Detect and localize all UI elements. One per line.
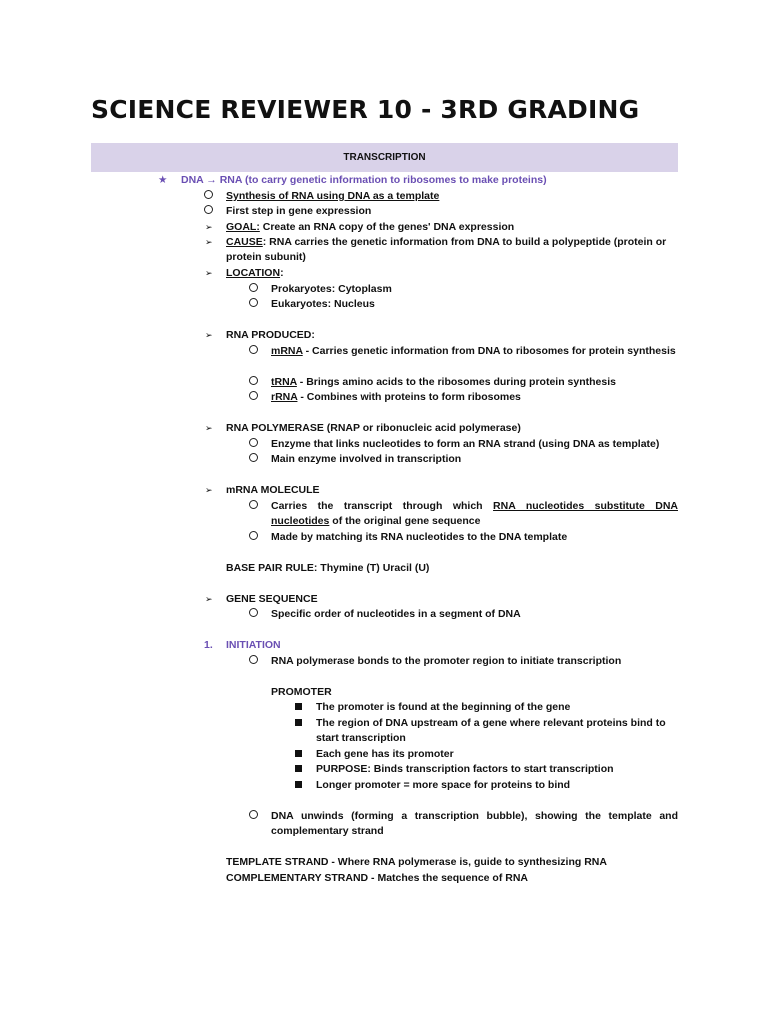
promoter-item: Each gene has its promoter xyxy=(316,748,454,760)
location-item: LOCATION: xyxy=(226,267,284,279)
promoter-item: PURPOSE: Binds transcription factors to start transcription xyxy=(316,763,614,775)
cause-text: : RNA carries the genetic information from DNA to build a polypeptide (protein or protein subunit) xyxy=(226,236,667,264)
main-enzyme-item: Main enzyme involved in transcription xyxy=(271,453,462,465)
rna-pol-bonds-item: RNA polymerase bonds to the promoter region to initiate transcription xyxy=(271,655,622,667)
circle-bullet-icon xyxy=(249,607,258,622)
circle-bullet-icon xyxy=(249,452,258,467)
circle-bullet-icon xyxy=(204,204,213,219)
cause-label: CAUSE xyxy=(226,236,263,248)
banner-label: TRANSCRIPTION xyxy=(343,152,426,163)
trna-item: tRNA - Brings amino acids to the ribosomes during protein synthesis xyxy=(271,376,616,388)
rrna-label: rRNA xyxy=(271,391,298,403)
promoter-item: The promoter is found at the beginning of the gene xyxy=(316,701,571,713)
cause-item xyxy=(226,235,678,266)
rna-polymerase-heading: RNA POLYMERASE (RNAP or ribonucleic acid polymerase) xyxy=(226,422,521,434)
dna-rna-heading: DNA → RNA (to carry genetic information to ribosomes to make proteins) xyxy=(181,174,547,186)
specific-order-item: Specific order of nucleotides in a segment of DNA xyxy=(271,608,521,620)
synthesis-item: Synthesis of RNA using DNA as a template xyxy=(226,190,440,202)
promoter-item: The region of DNA upstream of a gene where relevant proteins bind to start transcription xyxy=(316,717,666,745)
promoter-heading: PROMOTER xyxy=(271,686,332,698)
square-bullet-icon xyxy=(295,700,302,715)
circle-bullet-icon xyxy=(249,437,258,452)
prokaryotes-item: Prokaryotes: Cytoplasm xyxy=(271,283,392,295)
circle-bullet-icon xyxy=(249,344,258,359)
goal-label: GOAL: xyxy=(226,221,260,233)
square-bullet-icon xyxy=(295,716,302,731)
circle-bullet-icon xyxy=(249,390,258,405)
arrow-bullet-icon: ➢ xyxy=(205,237,213,247)
goal-text: Create an RNA copy of the genes' DNA expression xyxy=(259,221,515,233)
arrow-bullet-icon: ➢ xyxy=(205,485,213,495)
square-bullet-icon xyxy=(295,762,302,777)
rna-produced-heading: RNA PRODUCED: xyxy=(226,329,315,341)
eukaryotes-item: Eukaryotes: Nucleus xyxy=(271,298,375,310)
mrna-item: mRNA - Carries genetic information from DNA to ribosomes for protein synthesis xyxy=(271,345,676,357)
arrow-bullet-icon: ➢ xyxy=(205,423,213,433)
gene-sequence-heading: GENE SEQUENCE xyxy=(226,593,318,605)
circle-bullet-icon xyxy=(249,282,258,297)
circle-bullet-icon xyxy=(249,809,258,824)
circle-bullet-icon xyxy=(249,297,258,312)
trna-label: tRNA xyxy=(271,376,297,388)
square-bullet-icon xyxy=(295,747,302,762)
star-bullet-icon: ★ xyxy=(158,174,168,186)
circle-bullet-icon xyxy=(249,375,258,390)
dna-unwinds-item: DNA unwinds (forming a transcription bubble), showing the template and complementary strand xyxy=(271,810,678,838)
section-banner xyxy=(91,143,678,172)
circle-bullet-icon xyxy=(249,530,258,545)
location-label: LOCATION xyxy=(226,267,281,279)
mrna-label: mRNA xyxy=(271,345,303,357)
circle-bullet-icon xyxy=(249,499,258,514)
enzyme-links-item: Enzyme that links nucleotides to form an RNA strand (using DNA as template) xyxy=(271,438,660,450)
initiation-heading: INITIATION xyxy=(226,639,281,651)
initiation-number: 1. xyxy=(204,639,213,651)
circle-bullet-icon xyxy=(204,189,213,204)
first-step-item: First step in gene expression xyxy=(226,205,372,217)
template-strand-item: TEMPLATE STRAND - Where RNA polymerase is, guide to synthesizing RNA xyxy=(226,856,607,868)
circle-bullet-icon xyxy=(249,654,258,669)
rrna-item: rRNA - Combines with proteins to form ribosomes xyxy=(271,391,521,403)
base-pair-rule: BASE PAIR RULE: Thymine (T) Uracil (U) xyxy=(226,562,430,574)
promoter-item: Longer promoter = more space for proteins to bind xyxy=(316,779,571,791)
made-by-item: Made by matching its RNA nucleotides to the DNA template xyxy=(271,531,568,543)
arrow-bullet-icon: ➢ xyxy=(205,594,213,604)
square-bullet-icon xyxy=(295,778,302,793)
carries-transcript-item: Carries the transcript through which RNA nucleotides substitute DNA nucleotides of the original gene sequence xyxy=(271,500,678,528)
page-title: SCIENCE REVIEWER 10 - 3RD GRADING xyxy=(91,95,640,124)
arrow-bullet-icon: ➢ xyxy=(205,330,213,340)
arrow-bullet-icon: ➢ xyxy=(205,268,213,278)
complementary-strand-item: COMPLEMENTARY STRAND - Matches the sequence of RNA xyxy=(226,872,529,884)
arrow-bullet-icon: ➢ xyxy=(205,222,213,232)
goal-item xyxy=(226,220,514,235)
mrna-molecule-heading: mRNA MOLECULE xyxy=(226,484,320,496)
